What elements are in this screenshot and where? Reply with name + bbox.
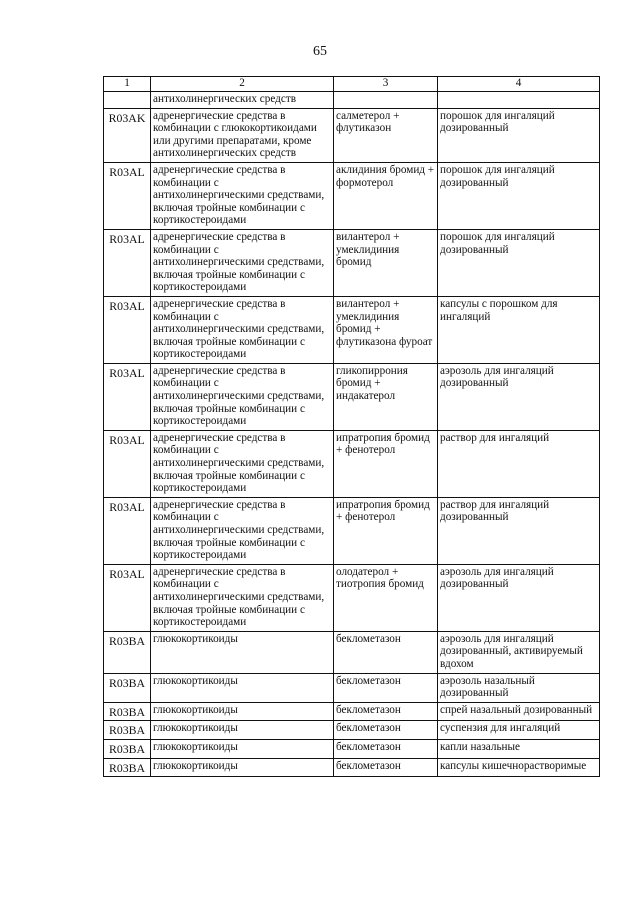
dosage-form: аэрозоль для ингаляций дозированный bbox=[438, 363, 600, 430]
active-substance: беклометазон bbox=[334, 702, 438, 721]
active-substance: аклидиния бромид + формотерол bbox=[334, 162, 438, 229]
active-substance: беклометазон bbox=[334, 721, 438, 740]
table-row bbox=[104, 162, 600, 229]
continuation-empty-4 bbox=[438, 92, 600, 109]
dosage-form: капсулы кишечнорастворимые bbox=[438, 758, 600, 777]
drug-table bbox=[103, 76, 600, 777]
header-col-3: 3 bbox=[334, 77, 438, 92]
active-substance: вилантерол + умеклидиния бромид bbox=[334, 229, 438, 296]
dosage-form: капсулы с порошком для ингаляций bbox=[438, 296, 600, 363]
atc-code: R03AL bbox=[104, 497, 151, 564]
dosage-form: капли назальные bbox=[438, 739, 600, 758]
atc-code: R03AL bbox=[104, 564, 151, 631]
table-row bbox=[104, 564, 600, 631]
active-substance: салметерол + флутиказон bbox=[334, 108, 438, 162]
atc-code: R03AL bbox=[104, 162, 151, 229]
table-row bbox=[104, 758, 600, 777]
dosage-form: порошок для ингаляций дозированный bbox=[438, 108, 600, 162]
atc-code: R03BA bbox=[104, 673, 151, 702]
table-row bbox=[104, 497, 600, 564]
dosage-form: раствор для ингаляций дозированный bbox=[438, 497, 600, 564]
atc-code: R03AL bbox=[104, 430, 151, 497]
therapeutic-group: глюкокортикоиды bbox=[151, 702, 334, 721]
continuation-text: антихолинергических средств bbox=[151, 92, 334, 109]
atc-code: R03AL bbox=[104, 229, 151, 296]
continuation-empty-3 bbox=[334, 92, 438, 109]
therapeutic-group: адренергические средства в комбинации с антихолинергическими средствами, включая тройные комбинации с кортикостероидами bbox=[151, 497, 334, 564]
therapeutic-group: глюкокортикоиды bbox=[151, 739, 334, 758]
therapeutic-group: глюкокортикоиды bbox=[151, 631, 334, 673]
atc-code: R03AK bbox=[104, 108, 151, 162]
atc-code: R03AL bbox=[104, 296, 151, 363]
active-substance: беклометазон bbox=[334, 758, 438, 777]
header-col-2: 2 bbox=[151, 77, 334, 92]
header-row bbox=[104, 77, 600, 92]
therapeutic-group: глюкокортикоиды bbox=[151, 673, 334, 702]
active-substance: беклометазон bbox=[334, 631, 438, 673]
active-substance: беклометазон bbox=[334, 673, 438, 702]
table-row bbox=[104, 631, 600, 673]
continuation-code bbox=[104, 92, 151, 109]
dosage-form: аэрозоль для ингаляций дозированный bbox=[438, 564, 600, 631]
dosage-form: порошок для ингаляций дозированный bbox=[438, 229, 600, 296]
table-row bbox=[104, 229, 600, 296]
active-substance: ипратропия бромид + фенотерол bbox=[334, 497, 438, 564]
therapeutic-group: адренергические средства в комбинации с антихолинергическими средствами, включая тройные комбинации с кортикостероидами bbox=[151, 564, 334, 631]
dosage-form: аэрозоль назальный дозированный bbox=[438, 673, 600, 702]
atc-code: R03BA bbox=[104, 702, 151, 721]
table-row bbox=[104, 721, 600, 740]
table-row bbox=[104, 702, 600, 721]
active-substance: беклометазон bbox=[334, 739, 438, 758]
atc-code: R03BA bbox=[104, 721, 151, 740]
therapeutic-group: адренергические средства в комбинации с антихолинергическими средствами, включая тройные комбинации с кортикостероидами bbox=[151, 296, 334, 363]
continuation-row bbox=[104, 92, 600, 109]
therapeutic-group: глюкокортикоиды bbox=[151, 758, 334, 777]
dosage-form: спрей назальный дозированный bbox=[438, 702, 600, 721]
table-row bbox=[104, 363, 600, 430]
active-substance: ипратропия бромид + фенотерол bbox=[334, 430, 438, 497]
dosage-form: аэрозоль для ингаляций дозированный, активируемый вдохом bbox=[438, 631, 600, 673]
dosage-form: порошок для ингаляций дозированный bbox=[438, 162, 600, 229]
atc-code: R03AL bbox=[104, 363, 151, 430]
atc-code: R03BA bbox=[104, 758, 151, 777]
header-col-1: 1 bbox=[104, 77, 151, 92]
therapeutic-group: адренергические средства в комбинации с антихолинергическими средствами, включая тройные комбинации с кортикостероидами bbox=[151, 229, 334, 296]
active-substance: вилантерол + умеклидиния бромид + флутиказона фуроат bbox=[334, 296, 438, 363]
page-number: 65 bbox=[313, 44, 327, 59]
dosage-form: раствор для ингаляций bbox=[438, 430, 600, 497]
table-row bbox=[104, 108, 600, 162]
therapeutic-group: адренергические средства в комбинации с глюкокортикоидами или другими препаратами, кроме антихолинергических средств bbox=[151, 108, 334, 162]
dosage-form: суспензия для ингаляций bbox=[438, 721, 600, 740]
therapeutic-group: глюкокортикоиды bbox=[151, 721, 334, 740]
therapeutic-group: адренергические средства в комбинации с антихолинергическими средствами, включая тройные комбинации с кортикостероидами bbox=[151, 430, 334, 497]
header-col-4: 4 bbox=[438, 77, 600, 92]
table-row bbox=[104, 296, 600, 363]
atc-code: R03BA bbox=[104, 739, 151, 758]
active-substance: гликопиррония бромид + индакатерол bbox=[334, 363, 438, 430]
therapeutic-group: адренергические средства в комбинации с антихолинергическими средствами, включая тройные комбинации с кортикостероидами bbox=[151, 162, 334, 229]
active-substance: олодатерол + тиотропия бромид bbox=[334, 564, 438, 631]
table-row bbox=[104, 739, 600, 758]
table-row bbox=[104, 430, 600, 497]
atc-code: R03BA bbox=[104, 631, 151, 673]
table-row bbox=[104, 673, 600, 702]
therapeutic-group: адренергические средства в комбинации с антихолинергическими средствами, включая тройные комбинации с кортикостероидами bbox=[151, 363, 334, 430]
